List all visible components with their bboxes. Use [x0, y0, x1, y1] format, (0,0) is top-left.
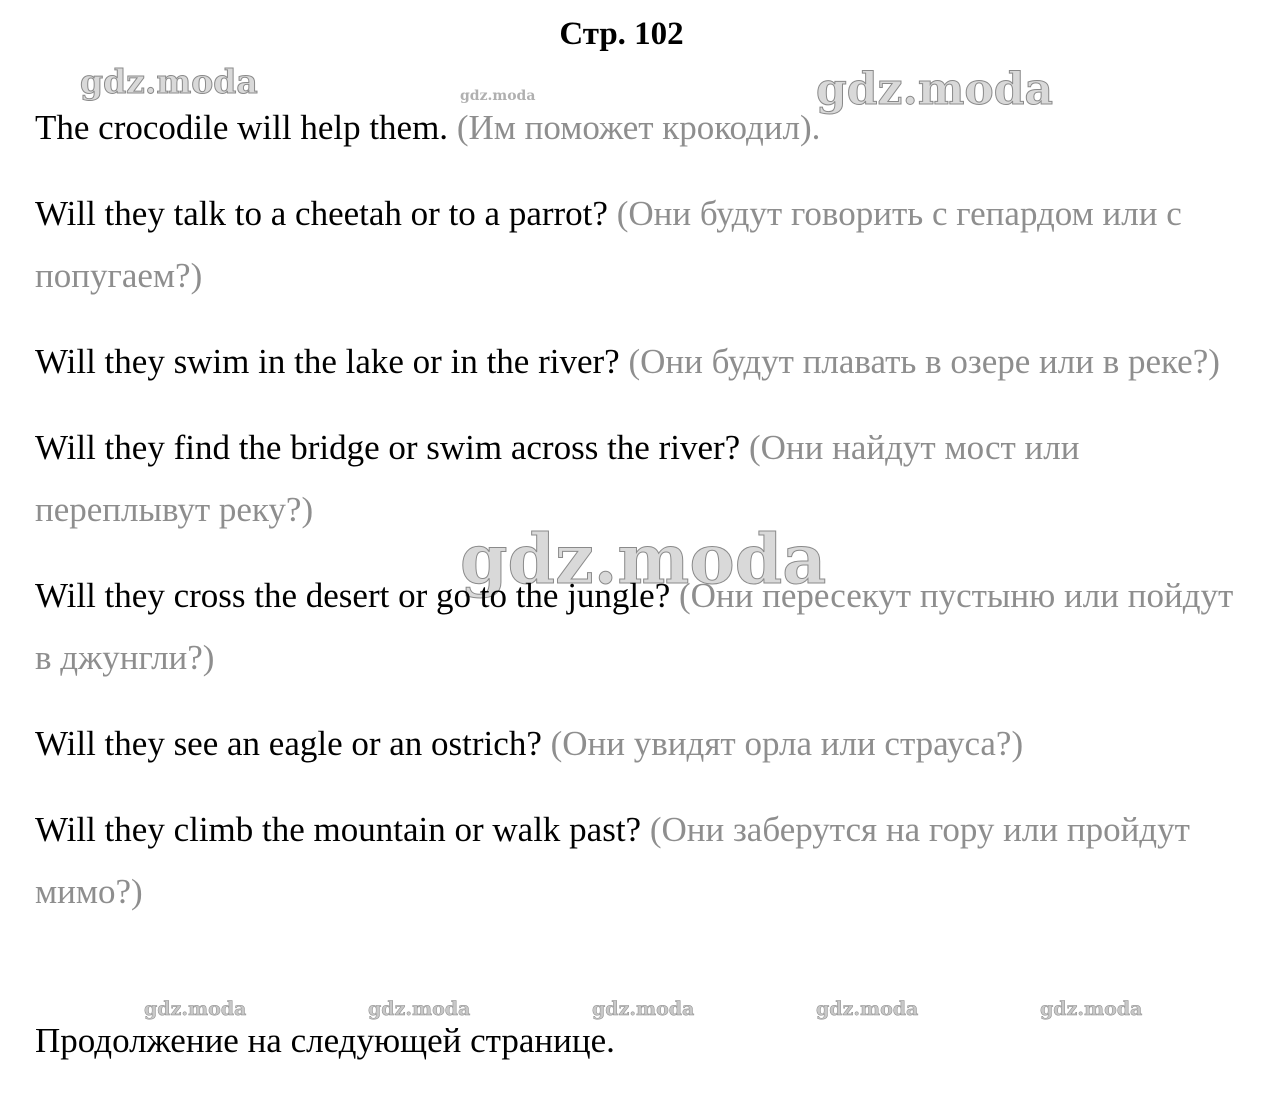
watermark: gdz.moda: [592, 998, 695, 1020]
paragraph: [35, 799, 1235, 923]
russian-translation: (Они будут плавать в озере или в реке?): [628, 342, 1220, 381]
watermark: gdz.moda: [368, 998, 471, 1020]
russian-translation: (Они заберутся на гору или пройдут мимо?): [35, 810, 1190, 911]
continuation-note: Продолжение на следующей странице.: [35, 1021, 615, 1060]
watermark: gdz.moda: [460, 520, 827, 600]
watermark: gdz.moda: [460, 88, 536, 104]
english-sentence: Will they talk to a cheetah or to a parrot?: [35, 194, 608, 233]
paragraph: [35, 183, 1235, 307]
russian-translation: (Они увидят орла или страуса?): [550, 724, 1024, 763]
paragraph: [35, 97, 1235, 159]
page-title: Стр. 102: [559, 16, 684, 52]
english-sentence: Will they swim in the lake or in the river?: [35, 342, 620, 381]
english-sentence: Will they climb the mountain or walk past?: [35, 810, 642, 849]
document-body: [35, 97, 1235, 947]
watermark: gdz.moda: [816, 998, 919, 1020]
russian-translation: (Им поможет крокодил).: [456, 108, 821, 147]
watermark: gdz.moda: [80, 62, 258, 101]
english-sentence: Will they find the bridge or swim across the river?: [35, 428, 741, 467]
watermark: gdz.moda: [144, 998, 247, 1020]
watermark: gdz.moda: [1040, 998, 1143, 1020]
russian-translation: (Они найдут мост или переплывут реку?): [35, 428, 1080, 529]
paragraph: [35, 713, 1235, 775]
english-sentence: Will they cross the desert or go to the jungle?: [35, 576, 671, 615]
russian-translation: (Они пересекут пустыню или пойдут в джунгли?): [35, 576, 1234, 677]
english-sentence: The crocodile will help them.: [35, 108, 449, 147]
paragraph: [35, 565, 1235, 689]
paragraph: [35, 331, 1235, 393]
russian-translation: (Они будут говорить с гепардом или с попугаем?): [35, 194, 1182, 295]
english-sentence: Will they see an eagle or an ostrich?: [35, 724, 542, 763]
paragraph: [35, 417, 1235, 541]
watermark: gdz.moda: [816, 64, 1054, 115]
